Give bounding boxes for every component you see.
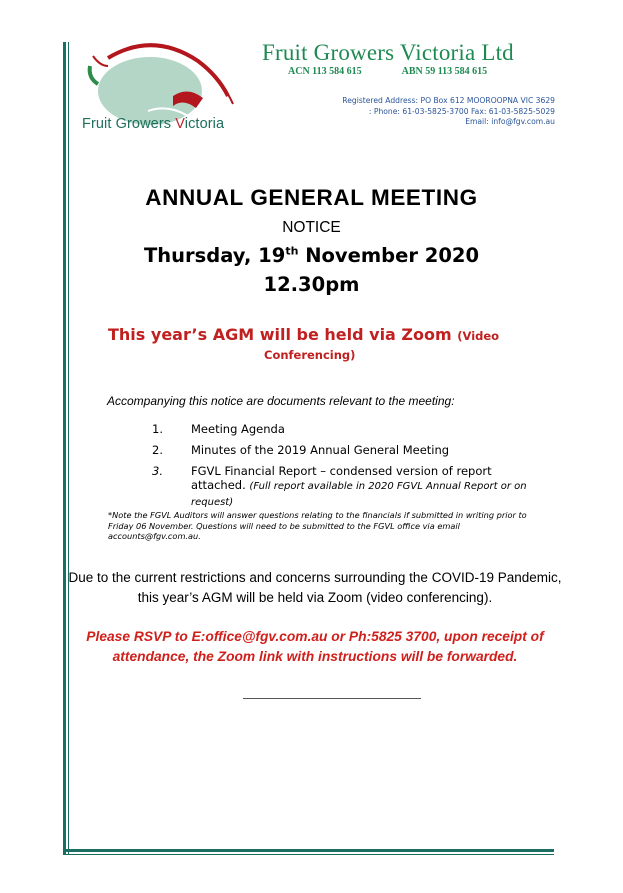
page-border-bottom (63, 849, 554, 852)
acn-number: ACN 113 584 615 (288, 66, 362, 77)
rsvp-instructions: Please RSVP to E:office@fgv.com.au or Ph:5825 3700, upon receipt of attendance, the Zoom link with instructions will be forwarded. (86, 629, 544, 664)
meeting-title: ANNUAL GENERAL MEETING (145, 185, 478, 210)
zoom-headline-line2: Conferencing) (264, 348, 356, 362)
organization-name: Fruit Growers Victoria Ltd (262, 40, 514, 65)
phone-fax-line: : Phone: 61-03-5825-3700 Fax: 61-03-5825-5029 (368, 106, 555, 116)
page-border-left (63, 42, 66, 854)
meeting-time: 12.30pm (263, 273, 360, 296)
signature-line (243, 698, 421, 699)
list-item: 1. Meeting Agenda (152, 422, 285, 436)
page-border-bottom-inner (63, 854, 554, 855)
address-line: Registered Address: PO Box 612 MOOROOPNA VIC 3629 (342, 96, 555, 105)
auditor-footnote: *Note the FGVL Auditors will answer questions relating to the financials if submitted in writing prior to Friday 06 November. Questions will need to be submitted to the FGVL office via email accounts@fgv.com.au. (108, 510, 527, 541)
organization-ids (288, 66, 527, 77)
notice-label: NOTICE (282, 219, 341, 236)
email-line: Email: info@fgv.com.au (465, 117, 555, 126)
contact-address-block (342, 96, 555, 128)
meeting-date: Thursday, 19th November 2020 (143, 244, 480, 267)
list-item: 2. Minutes of the 2019 Annual General Meeting (152, 443, 450, 457)
documents-intro: Accompanying this notice are documents relevant to the meeting: (107, 394, 455, 408)
list-item: 3. FGVL Financial Report – condensed version of report attached. (Full report available in 2020 FGVL Annual Report or on request) (152, 464, 527, 508)
documents-list (152, 422, 542, 517)
zoom-headline: This year’s AGM will be held via Zoom (Video (108, 325, 500, 344)
logo-wordmark: Fruit Growers Victoria (82, 116, 225, 132)
abn-number: ABN 59 113 584 615 (401, 66, 488, 77)
list-item-note: (Full report available in 2020 FGVL Annual Report or on request) (191, 481, 527, 508)
covid-notice: Due to the current restrictions and concerns surrounding the COVID-19 Pandemic, this year’s AGM will be held via Zoom (video conferencing). (68, 570, 562, 605)
page-border-left-inner (68, 42, 69, 854)
